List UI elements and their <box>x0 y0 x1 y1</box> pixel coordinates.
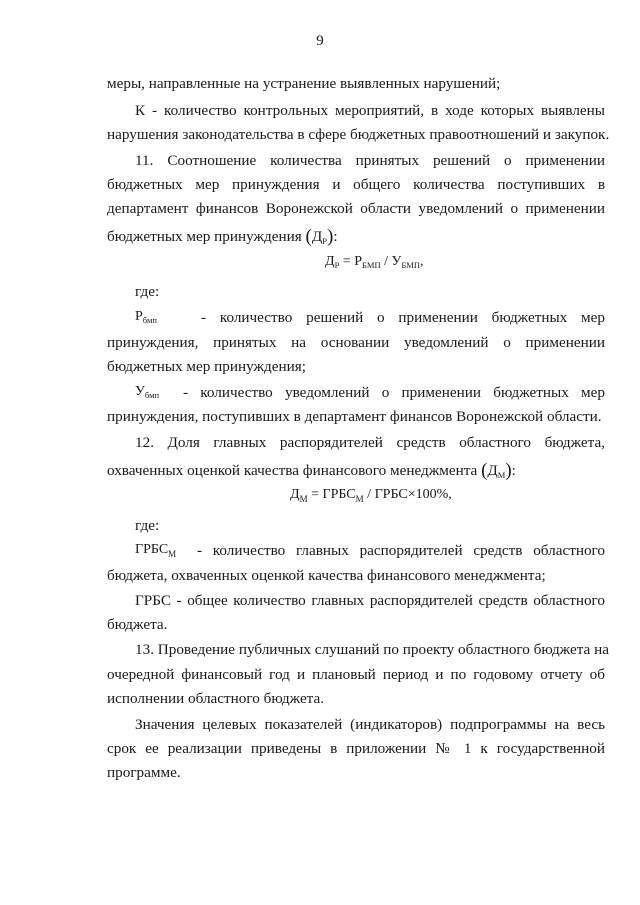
text-line: нарушения законодательства в сфере бюджетных правоотношений и закупок. <box>107 126 610 143</box>
symbol-sub-m: М <box>497 470 506 480</box>
text-line: бюджетных мер принуждения и общего количества поступивших в <box>107 176 605 193</box>
symbol-u: У <box>391 254 402 269</box>
text-line: бюджетных мер принуждения; <box>107 358 306 375</box>
text-line: департамент финансов Воронежской области уведомлений о применении <box>107 200 605 217</box>
symbol-r: Р <box>354 254 362 269</box>
text-line: исполнении областного бюджета. <box>107 690 325 707</box>
text-line: ГРБС - общее количество главных распорядителей средств областного <box>135 592 605 609</box>
text-line: 11. Соотношение количества принятых решений о применении <box>135 152 605 169</box>
symbol-colon: : <box>333 228 338 245</box>
text-line: - количество решений о применении бюджетных мер <box>201 309 605 326</box>
text-line: где: <box>135 517 160 534</box>
text-line: бюджета, охваченных оценкой качества финансового менеджмента; <box>107 567 546 584</box>
text-line: принуждения, принятых на основании уведомлений о применении <box>107 334 605 351</box>
symbol-times-100: ×100%, <box>407 487 452 502</box>
symbol-u-bmp <box>135 385 159 400</box>
text-line-with-symbol <box>107 227 605 246</box>
symbol-slash: / <box>363 487 375 502</box>
symbol-slash: / <box>380 254 392 269</box>
symbol-close-paren: ) <box>505 460 512 481</box>
text-line: - количество главных распорядителей средств областного <box>197 542 605 559</box>
symbol-r-bmp <box>135 310 157 325</box>
text-segment: бюджетных мер принуждения <box>107 228 302 245</box>
text-line-with-symbol <box>107 461 605 480</box>
symbol-grbs: ГРБС <box>135 542 169 557</box>
text-segment: охваченных оценкой качества финансового менеджмента <box>107 462 478 479</box>
text-line: 13. Проведение публичных слушаний по проекту областного бюджета на <box>135 641 609 658</box>
text-line: принуждения, поступивших в департамент финансов Воронежской области. <box>107 408 602 425</box>
text-line: где: <box>135 283 160 300</box>
formula-dm <box>290 488 452 504</box>
symbol-grbs: ГРБС <box>322 487 356 502</box>
symbol-open-paren: ( <box>305 226 312 247</box>
symbol-d: Д <box>311 228 323 245</box>
symbol-grbs: ГРБС <box>374 487 408 502</box>
page-number: 9 <box>316 33 324 49</box>
symbol-d: Д <box>487 462 498 479</box>
symbol-sub-m: М <box>355 494 364 504</box>
symbol-d: Д <box>325 254 335 269</box>
text-line: срок ее реализации приведены в приложении № 1 к государственной <box>107 740 605 757</box>
symbol-sub-m: М <box>299 494 308 504</box>
symbol-d: Д <box>290 487 300 502</box>
symbol-eq: = <box>307 487 323 502</box>
text-line: 12. Доля главных распорядителей средств областного бюджета, <box>135 434 605 451</box>
symbol-sub-r: Р <box>334 260 340 270</box>
text-line: К - количество контрольных мероприятий, в ходе которых выявлены <box>135 102 605 119</box>
text-line: Значения целевых показателей (индикаторов) подпрограммы на весь <box>135 716 605 733</box>
symbol-eq: = <box>339 254 355 269</box>
symbol-sub-bmp: БМП <box>401 260 420 270</box>
text-line: меры, направленные на устранение выявленных нарушений; <box>107 75 501 92</box>
symbol-sub-bmp: бмп <box>144 390 160 400</box>
symbol-sub-bmp: БМП <box>362 260 381 270</box>
symbol-open-paren: ( <box>481 460 488 481</box>
text-line: программе. <box>107 764 181 781</box>
symbol-sub-bmp: бмп <box>142 315 157 325</box>
symbol-sub-m: М <box>168 549 177 559</box>
formula-dr <box>325 255 423 270</box>
symbol-comma: , <box>419 254 424 269</box>
symbol-colon: : <box>511 462 516 479</box>
symbol-close-paren: ) <box>326 226 334 247</box>
symbol-u: У <box>135 384 145 399</box>
text-line: бюджета. <box>107 616 168 633</box>
text-line: очередной финансовый год и плановый период и по годовому отчету об <box>107 666 605 683</box>
symbol-r: Р <box>135 309 143 324</box>
symbol-sub-r: Р <box>322 236 327 246</box>
symbol-grbs-m <box>135 543 176 559</box>
text-line: - количество уведомлений о применении бюджетных мер <box>183 384 605 401</box>
